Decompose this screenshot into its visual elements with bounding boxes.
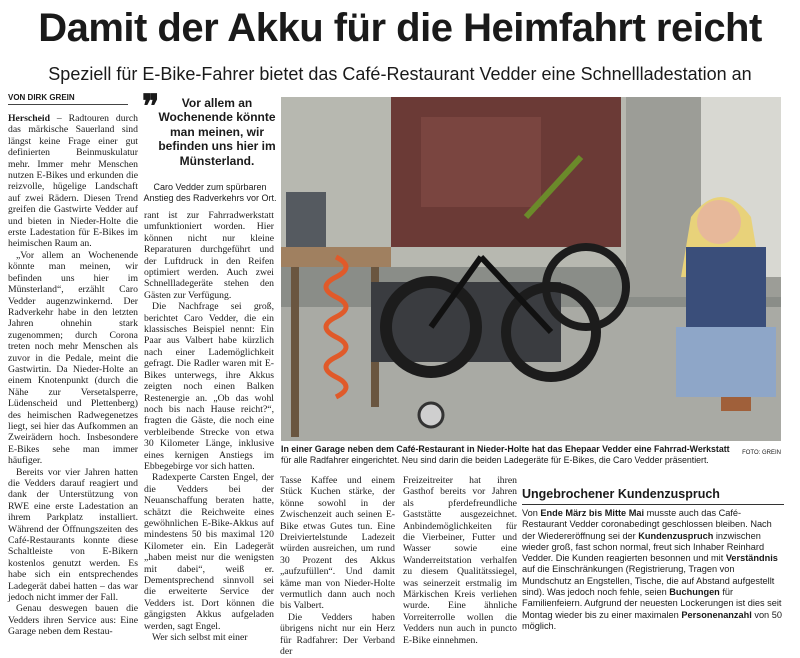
article-column-3 bbox=[280, 475, 395, 658]
caption-lead: In einer Garage neben dem Café-Restaurant in Nieder-Holte hat das Ehepaar Vedder eine Fahrrad-Werkstatt bbox=[281, 444, 730, 454]
article-column-4 bbox=[403, 475, 517, 646]
paragraph-text: – Radtouren durch das märkische Sauerland sind längst keine Frage einer gut definierten Beinmuskulatur mehr. Immer mehr Menschen nutzen E-Bikes und erkunden die reizvolle, hügelige Landschaft auf zwei Rädern. Diesen Trend greifen die Gastwirte Vedder auf und bieten in Nieder-Holte die erste Ladestation für E-Bikes im heimischen Raum an. bbox=[8, 113, 138, 250]
garage-photo-illustration bbox=[281, 97, 781, 441]
quote-mark-icon: ❞ bbox=[142, 88, 160, 124]
paragraph: Freizeitreiter hat ihren Gasthof bereits vor Jahren als pferdefreundliche Gaststätte ausgezeichnet. Anbindemöglichkeiten für die Vierbeiner, Futter und Wasser sowie eine Wanderreitstation verhalfen zu diesem Qualitätssiegel, was seinerzeit erstmalig im Märkischen Kreis verliehen wurde. Eine ähnliche Vorreiterrolle wollen die Vedders nun auch in puncto E-Bike einnehmen. bbox=[403, 475, 517, 646]
paragraph: rant ist zur Fahrradwerkstatt umfunktioniert worden. Hier können nicht nur kleine Reparaturen durchgeführt und der Luftdruck in den Reifen optimiert werden. Auch zwei Schnellladegeräte stehen den Gästen zur Verfügung. bbox=[144, 210, 274, 301]
info-text: musste auch das Café-Restaurant Vedder coronabedingt geschlossen bleiben. Nach der Wiedereröffnung sei der bbox=[522, 508, 772, 541]
info-text: von 50 möglich. bbox=[522, 609, 782, 631]
info-text: inzwischen wieder groß, fast schon normal, freut sich Inhaber Reinhard Vedder. Die Kunden reagierten besonnen und mit bbox=[522, 530, 765, 564]
info-highlight: Verständnis bbox=[725, 553, 778, 564]
paragraph: Bereits vor vier Jahren hatten die Vedders darauf reagiert und dank der Unterstützung von RWE eine erste Ladestation an ihrem Parkplatz installiert. Während der Öffnungszeiten des Café-Restaurants konnte diese Schaltleiste von E-Bikern kostenlos genutzt werden. Es habe sich ein entsprechendes Ladegerät dabei hatten – das war jedoch nicht immer der Fall. bbox=[8, 466, 138, 604]
dateline: Herscheid bbox=[8, 113, 50, 124]
byline: VON DIRK GREIN bbox=[8, 93, 128, 105]
article-photo bbox=[281, 97, 781, 441]
info-highlight: Buchungen bbox=[669, 587, 720, 598]
photo-credit: FOTO: GREIN bbox=[742, 450, 781, 456]
pull-quote-attribution: Caro Vedder zum spürbaren Anstieg des Radverkehrs vor Ort. bbox=[143, 182, 277, 203]
info-text: Von bbox=[522, 508, 541, 518]
article-column-1 bbox=[8, 113, 138, 638]
photo-caption bbox=[281, 444, 781, 466]
paragraph: Genau deswegen bauen die Vedders ihren Service aus: Eine Garage neben dem Restau- bbox=[8, 603, 138, 638]
paragraph: Die Nachfrage sei groß, berichtet Caro Vedder, die ein klassisches Beispiel nennt: Ein Paar aus Valbert habe kürzlich nach einer Lademöglichkeit gefragt. Die Radler waren mit E-Bikes unterwegs, ihre Akkus zeigten noch einen Balken Restenergie an. „Ob das wohl noch bis nach Hause reicht?“, fragten die Gäste, die noch eine verbleibende Strecke von etwa 30 Kilometer Länge, inklusive eines kernigen Anstiegs im Ebbegebirge vor sich hatten. bbox=[144, 301, 274, 472]
info-box-text bbox=[522, 508, 784, 632]
paragraph: Wer sich selbst mit einer bbox=[152, 632, 248, 644]
info-highlight: Personenanzahl bbox=[681, 609, 752, 620]
paragraph bbox=[8, 113, 138, 250]
pull-quote-text: Vor allem an Wochenende könnte man meinen, wir befinden uns hier im Münsterland. bbox=[158, 96, 276, 168]
headline: Damit der Akku für die Heimfahrt reicht bbox=[38, 6, 762, 50]
info-box-title: Ungebrochener Kundenzuspruch bbox=[522, 487, 784, 505]
info-highlight: Kundenzuspruch bbox=[638, 530, 714, 541]
paragraph: „Vor allem an Wochenende könnte man meinen, wir befinden uns hier im Münsterland“, erzählt Caro Vedder augenzwinkernd. Der Radverkehr habe in den letzten Jahren ohnehin stark zugenommen; durch Corona treten noch mehr Menschen als zuvor in die Pedale, meint die Gastwirtin. Da Nieder-Holte an einem Knotenpunkt (durch die Nähe zur Versetalsperre, Lüdenscheid und Plettenberg) des heimischen Radwegenetzes liegt, sei hier das Aufkommen an Zweirädern hoch. Insbesondere E-Bikes sehe man immer häufiger. bbox=[8, 249, 138, 467]
paragraph: Die Vedders haben übrigens nicht nur ein Herz für Radfahrer: Der Verband der bbox=[280, 611, 395, 658]
info-text: für Familienfeiern. Aufgrund der neuesten Lockerungen ist dies seit Montag wieder bis zu einer maximalen bbox=[522, 587, 782, 620]
info-highlight: Ende März bis Mitte Mai bbox=[540, 508, 645, 518]
paragraph: Radexperte Carsten Engel, der die Vedders bei der Neuanschaffung beraten hatte, schätzt die Reichweite eines gewöhnlichen E-Bike-Akkus auf mindestens 50 bis maximal 120 Kilometer ein. Ein Ladegerät „haben meist nur die wenigsten mit dabei“, weiß er. Dementsprechend sinnvoll sei die erweiterte Service der Vedders ist. Dort können die gängigsten Akkus aufgeladen werden, sagt Engel. bbox=[144, 472, 274, 632]
article-column-2 bbox=[144, 210, 274, 644]
subheadline: Speziell für E-Bike-Fahrer bietet das Café-Restaurant Vedder eine Schnellladestation an bbox=[48, 64, 752, 84]
info-text: auf die Einschränkungen (Registrierung, Tragen von Mundschutz an Engstellen, Tische, die auf Abstand aufgestellt sind). Was jedoch noch fehle, seien bbox=[522, 564, 775, 598]
caption-text: für alle Radfahrer eingerichtet. Neu sind darin die beiden Ladegeräte für E-Bikes, die Caro Vedder präsentiert. bbox=[281, 455, 709, 465]
paragraph: Tasse Kaffee und einem Stück Kuchen stärke, der könne sowohl in der Zwischenzeit auch seinen E-Bike etwas Gutes tun. Eine Dreiviertelstunde Ladezeit würden ausreichen, um rund 30 Prozent des Akkus „aufzufüllen“. Und damit käme man von Nieder-Holte vermutlich dann auch noch bis Valbert. bbox=[280, 475, 395, 612]
